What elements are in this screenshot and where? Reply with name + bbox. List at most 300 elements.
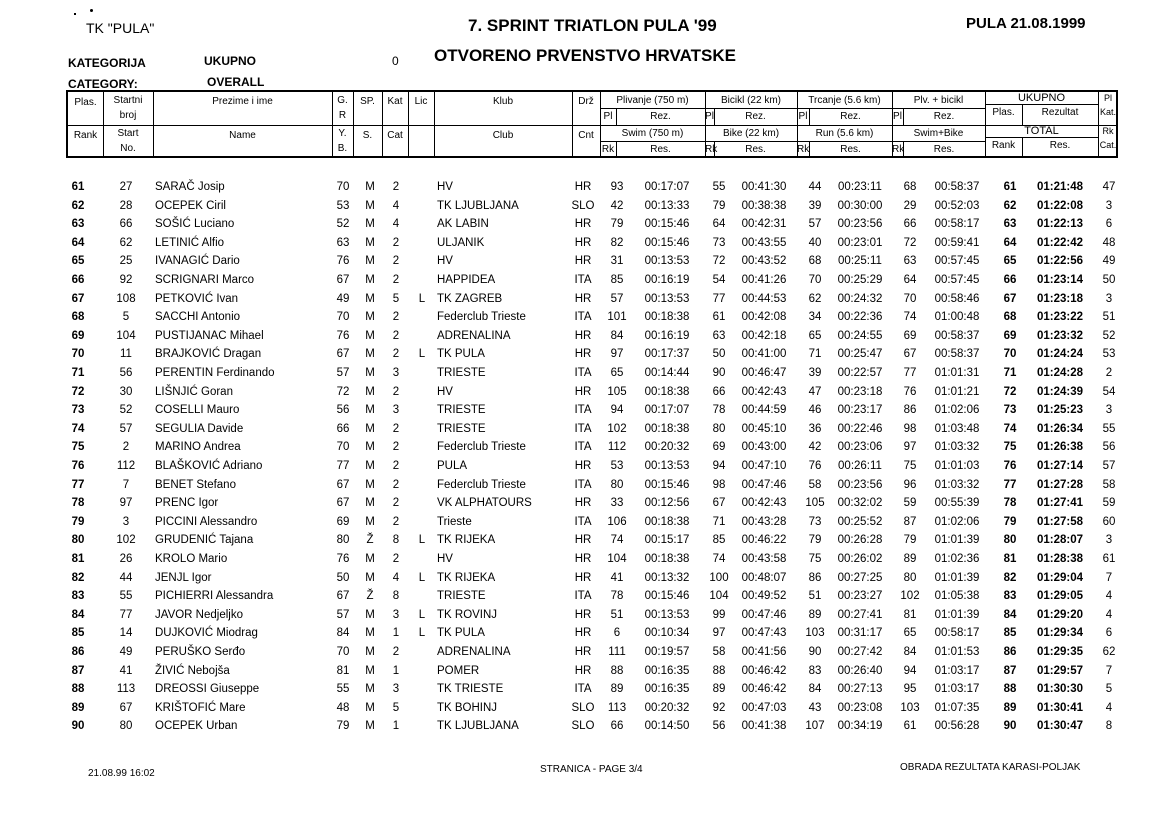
cell-tot-rk: 63 [1003,218,1017,231]
cell-cnt: SLO [571,199,595,212]
cell-plas: 82 [71,571,85,584]
cell-sb-rk: 98 [903,422,917,435]
cell-plas: 64 [71,236,85,249]
cell-plas: 78 [71,497,85,510]
cell-start: 104 [116,329,136,342]
cell-swim-res: 00:15:17 [644,534,690,547]
cell-sex: M [365,553,375,565]
col-bike-rk: Rk [705,144,718,155]
col-name-hr: Prezime i ime [212,96,273,107]
cell-tot-res: 01:27:41 [1036,497,1084,510]
cell-name: ŽIVIĆ Nebojša [155,664,230,677]
cell-sb-res: 01:03:32 [934,478,980,491]
cell-tot-rk: 81 [1003,553,1017,565]
cell-swim-rk: 41 [610,571,624,584]
table-row [0,200,1170,218]
cell-sb-rk: 70 [903,292,917,305]
cell-swim-rk: 80 [610,478,624,491]
cell-swim-res: 00:16:35 [644,683,690,696]
cell-bike-res: 00:42:18 [741,329,787,342]
cell-run-rk: 40 [808,236,822,249]
cell-run-res: 00:25:11 [838,255,882,268]
cell-lic: L [418,292,426,305]
cell-bike-res: 00:41:38 [741,720,787,733]
cell-run-rk: 39 [808,199,822,212]
cell-club: TK ROVINJ [437,608,498,621]
category-label-en: CATEGORY: [68,77,138,91]
cell-cat-rk: 4 [1105,590,1113,603]
col-rank: Rank [73,130,98,141]
table-row [0,293,1170,311]
cell-bike-rk: 100 [709,571,729,584]
cell-sex: M [365,701,375,714]
cell-tot-rk: 86 [1003,646,1017,658]
cell-kat: 2 [392,385,400,398]
cell-start: 2 [122,441,130,454]
cell-lic: L [418,608,426,621]
cell-bike-rk: 97 [712,627,726,640]
cell-club: HV [437,181,453,193]
cell-bike-res: 00:43:52 [741,255,787,268]
cell-run-rk: 84 [808,683,822,696]
cell-kat: 2 [392,329,400,342]
cell-swim-rk: 112 [607,441,627,454]
cell-cnt: ITA [574,590,592,603]
cell-yb: 69 [336,515,350,528]
cell-name: BRAJKOVIĆ Dragan [155,348,262,361]
cell-swim-rk: 101 [607,311,627,324]
col-plkat-1: Pl [1103,93,1112,103]
cell-name: PERENTIN Ferdinando [155,367,275,379]
cell-club: HV [437,385,453,398]
cell-bike-res: 00:49:52 [741,590,787,603]
cell-start: 41 [119,664,133,677]
col-start-en-1: Start [117,128,139,139]
cell-cnt: ITA [574,404,592,417]
col-total-plas: Plas. [992,107,1015,118]
cell-start: 77 [119,608,133,621]
cell-sex: M [365,199,375,212]
cell-plas: 83 [71,590,85,603]
cell-name: PICCINI Alessandro [155,515,258,528]
cell-sex: M [365,422,375,435]
cell-bike-res: 00:42:43 [741,497,787,510]
cell-cat-rk: 59 [1102,497,1116,510]
dot-mark [90,9,93,12]
col-klub: Klub [492,96,513,107]
cell-yb: 57 [336,367,350,379]
col-swim-pl: Pl [603,111,613,122]
cell-bike-res: 00:42:31 [741,218,787,231]
table-row [0,181,1170,199]
cell-club: TK RIJEKA [437,534,496,547]
cell-tot-rk: 89 [1003,701,1017,714]
cell-swim-res: 00:15:46 [644,218,690,231]
cell-cnt: HR [574,292,592,305]
cell-sex: M [365,515,375,528]
cell-tot-res: 01:22:42 [1036,236,1084,249]
cell-sb-res: 01:02:06 [934,404,980,417]
cell-plas: 69 [71,329,85,342]
cell-sb-res: 01:01:03 [934,460,980,472]
cell-run-res: 00:23:01 [837,236,883,249]
cell-yb: 76 [336,255,350,268]
table-row [0,683,1170,701]
cell-sex: M [365,441,375,454]
cell-name: DREOSSI Giuseppe [155,683,260,696]
cell-name: SARAČ Josip [155,181,225,193]
cell-yb: 70 [336,646,350,658]
cell-tot-res: 01:22:13 [1036,218,1084,231]
cell-cnt: HR [574,553,592,565]
cell-run-rk: 107 [805,720,825,733]
cell-sb-res: 00:59:41 [934,236,980,249]
col-total-rank: Rank [991,140,1016,151]
cell-sb-res: 00:52:03 [934,199,980,212]
cell-run-rk: 62 [808,292,822,305]
cell-start: 67 [119,701,133,714]
cell-name: KROLO Mario [155,553,228,565]
cell-bike-res: 00:48:07 [741,571,787,584]
cell-sex: M [365,329,375,342]
cell-tot-res: 01:24:28 [1036,367,1084,379]
cell-sex: M [365,255,375,268]
cell-swim-rk: 94 [610,404,624,417]
cell-run-rk: 44 [808,181,822,193]
cell-tot-rk: 61 [1003,181,1017,193]
col-sb-pl: Pl [893,111,902,122]
col-start-hr-1: Startni [113,95,143,106]
cell-name: BLAŠKOVIĆ Adriano [155,460,263,472]
cell-tot-res: 01:23:22 [1036,311,1084,324]
col-plas: Plas. [74,97,97,108]
cell-name: OCEPEK Urban [155,720,238,733]
cell-club: Trieste [437,515,472,528]
cell-cat-rk: 49 [1102,255,1116,268]
col-swim-res: Res. [650,144,671,155]
cell-sb-rk: 64 [903,274,917,286]
col-run-hr: Trcanje (5.6 km) [808,95,881,106]
cell-swim-rk: 42 [610,199,624,212]
cell-run-rk: 43 [808,701,822,714]
cell-sb-rk: 69 [903,329,917,342]
cell-sb-rk: 103 [900,701,920,714]
cell-tot-res: 01:22:56 [1036,255,1084,268]
cell-cnt: ITA [574,441,592,454]
cell-run-rk: 39 [808,367,822,379]
table-row [0,441,1170,459]
cell-swim-res: 00:18:38 [644,553,690,565]
cell-plas: 79 [71,515,85,528]
cell-name: MARINO Andrea [155,441,241,454]
cell-swim-res: 00:16:35 [644,664,690,677]
cell-swim-rk: 79 [610,218,624,231]
cell-yb: 81 [336,664,350,677]
cell-tot-rk: 80 [1003,534,1017,547]
cell-tot-res: 01:30:47 [1036,720,1084,733]
cell-bike-rk: 79 [712,199,726,212]
cell-sex: M [365,664,375,677]
cell-cat-rk: 6 [1105,218,1113,231]
cell-yb: 77 [336,460,350,472]
cell-club: ADRENALINA [437,646,511,658]
cell-bike-rk: 98 [712,478,726,491]
cell-cnt: HR [574,627,592,640]
cell-run-rk: 89 [808,608,822,621]
cell-run-rk: 105 [805,497,825,510]
cell-start: 14 [119,627,133,640]
cell-name: PICHIERRI Alessandra [155,590,274,603]
cell-run-rk: 76 [808,460,822,472]
cell-kat: 2 [392,441,400,454]
cell-sex: M [365,608,375,621]
cell-yb: 63 [336,236,350,249]
cell-cnt: HR [574,181,592,193]
cell-plas: 76 [71,460,85,472]
cell-plas: 61 [71,181,85,193]
credit: OBRADA REZULTATA KARASI-POLJAK [900,762,1081,773]
cell-plas: 90 [71,720,85,733]
cell-bike-rk: 104 [709,590,729,603]
col-swim-en: Swim (750 m) [621,128,684,139]
cell-sb-rk: 68 [903,181,917,193]
cell-swim-rk: 106 [607,515,627,528]
cell-start: 92 [119,274,133,286]
col-yb-1: Y. [338,128,347,139]
col-run-en: Run (5.6 km) [815,128,874,139]
cell-kat: 2 [392,553,400,565]
cell-swim-rk: 74 [610,534,624,547]
cell-yb: 53 [336,199,350,212]
cell-kat: 1 [392,720,400,733]
cell-run-rk: 51 [808,590,822,603]
col-bike-rez: Rez. [745,111,766,122]
cell-tot-res: 01:27:28 [1036,478,1084,491]
table-row [0,460,1170,478]
table-row [0,479,1170,497]
cell-bike-rk: 69 [712,441,726,454]
cell-swim-rk: 82 [610,236,624,249]
cell-tot-rk: 75 [1003,441,1017,454]
cell-cnt: HR [574,571,592,584]
cell-bike-res: 00:43:58 [741,553,787,565]
cell-tot-res: 01:22:08 [1036,199,1084,212]
cell-run-res: 00:26:40 [837,664,883,677]
cell-bike-rk: 73 [712,236,726,249]
cell-kat: 2 [392,348,400,361]
cell-lic: L [418,348,426,361]
cell-start: 3 [122,515,130,528]
cell-name: LIŠNJIĆ Goran [155,385,233,398]
table-row [0,218,1170,236]
cell-tot-res: 01:24:24 [1036,348,1084,361]
cell-tot-rk: 74 [1003,422,1017,435]
cell-bike-rk: 72 [712,255,726,268]
cell-bike-rk: 56 [712,720,726,733]
col-total-en: TOTAL [1024,125,1059,137]
cell-start: 57 [119,422,133,435]
cell-club: TK PULA [437,348,485,361]
cell-yb: 67 [336,348,350,361]
cell-cat-rk: 4 [1105,608,1113,621]
cell-club: TK BOHINJ [437,701,498,714]
cell-tot-rk: 73 [1003,404,1017,417]
cell-bike-rk: 94 [712,460,726,472]
cell-run-rk: 46 [808,404,822,417]
cell-cat-rk: 3 [1105,292,1113,305]
cell-yb: 48 [336,701,350,714]
cell-run-res: 00:26:11 [838,460,882,472]
col-name-en: Name [229,130,256,141]
cell-run-res: 00:23:27 [837,590,883,603]
cell-plas: 84 [71,608,85,621]
cell-bike-rk: 85 [712,534,726,547]
cell-tot-res: 01:28:07 [1036,534,1084,547]
cell-run-res: 00:23:18 [837,385,883,398]
cell-sb-res: 01:07:35 [934,701,980,714]
cell-sex: M [365,683,375,696]
cell-run-res: 00:22:36 [837,311,883,324]
cell-swim-res: 00:17:07 [644,404,690,417]
cell-yb: 67 [336,274,350,286]
cell-cat-rk: 48 [1102,236,1116,249]
col-rkcat-1: Rk [1102,126,1114,136]
cell-yb: 67 [336,590,350,603]
cell-sex: M [365,348,375,361]
cell-run-res: 00:24:55 [837,329,883,342]
cell-cnt: HR [574,255,592,268]
cell-club: TRIESTE [437,590,486,603]
cell-tot-res: 01:24:39 [1036,385,1084,398]
cell-run-rk: 68 [808,255,822,268]
table-row [0,702,1170,720]
cell-sb-rk: 72 [903,236,917,249]
cell-name: SCRIGNARI Marco [155,274,255,286]
cell-swim-rk: 89 [610,683,624,696]
cell-tot-res: 01:23:18 [1036,292,1084,305]
table-row [0,646,1170,664]
cell-start: 55 [119,590,133,603]
col-swimbike-en: Swim+Bike [913,128,964,139]
col-bike-res: Res. [745,144,766,155]
cell-name: IVANAGIĆ Dario [155,255,240,268]
cell-sb-res: 01:01:39 [934,571,980,584]
col-start-en-2: No. [120,143,136,154]
cell-tot-res: 01:29:05 [1036,590,1084,603]
cell-swim-res: 00:19:57 [644,646,690,658]
cell-bike-res: 00:41:00 [741,348,787,361]
cell-plas: 80 [71,534,85,547]
event-subtitle: OTVORENO PRVENSTVO HRVATSKE [434,46,736,65]
cell-sb-res: 01:01:31 [934,367,980,379]
cell-cat-rk: 55 [1102,422,1116,435]
cell-start: 52 [119,404,133,417]
cell-swim-res: 00:14:44 [644,367,690,379]
cell-swim-res: 00:18:38 [644,515,690,528]
cell-club: TK LJUBLJANA [437,199,519,212]
cell-tot-res: 01:29:20 [1036,608,1084,621]
cell-start: 30 [119,385,133,398]
cell-cnt: ITA [574,311,592,324]
col-sp: SP. [360,96,375,107]
cell-club: TRIESTE [437,367,486,379]
cell-name: PETKOVIĆ Ivan [155,292,239,305]
cell-sb-rk: 97 [903,441,917,454]
cell-kat: 2 [392,422,400,435]
cell-start: 97 [119,497,133,510]
cell-swim-rk: 104 [607,553,627,565]
cell-cnt: HR [574,329,592,342]
cell-swim-rk: 51 [610,608,624,621]
cell-swim-res: 00:15:46 [644,478,690,491]
cell-plas: 68 [71,311,85,324]
cell-run-rk: 103 [805,627,825,640]
cell-cat-rk: 3 [1105,199,1113,212]
cell-cat-rk: 7 [1105,571,1113,584]
cell-cat-rk: 2 [1105,367,1113,379]
cell-name: LETINIĆ Alfio [155,236,225,249]
cell-swim-rk: 57 [610,292,624,305]
col-sb-rk: Rk [892,144,905,155]
cell-tot-rk: 69 [1003,329,1017,342]
category-code: 0 [392,54,399,68]
cell-bike-rk: 92 [712,701,726,714]
cell-swim-res: 00:13:32 [644,571,690,584]
cell-tot-rk: 90 [1003,720,1017,733]
cell-bike-res: 00:41:30 [741,181,787,193]
cell-yb: 57 [336,608,350,621]
cell-sb-rk: 95 [903,683,917,696]
cell-run-res: 00:23:17 [837,404,883,417]
table-row [0,255,1170,273]
cell-swim-res: 00:20:32 [644,701,690,714]
cell-cnt: HR [574,664,592,677]
cell-bike-res: 00:41:26 [741,274,787,286]
cell-yb: 67 [336,497,350,510]
cell-plas: 88 [71,683,85,696]
cell-bike-res: 00:43:28 [741,515,787,528]
cell-tot-res: 01:25:23 [1036,404,1084,417]
cell-bike-rk: 64 [712,218,726,231]
cell-plas: 81 [71,553,85,565]
cell-bike-rk: 66 [712,385,726,398]
cell-name: JAVOR Nedjeljko [155,608,243,621]
cell-run-res: 00:22:57 [837,367,883,379]
cell-kat: 2 [392,274,400,286]
cell-sb-res: 00:55:39 [934,497,980,510]
cell-bike-res: 00:47:10 [741,460,787,472]
cell-swim-res: 00:13:53 [644,292,690,305]
cell-club: TRIESTE [437,422,486,435]
cell-bike-res: 00:44:53 [741,292,787,305]
cell-kat: 2 [392,460,400,472]
cell-sb-res: 01:03:32 [934,441,980,454]
cell-swim-rk: 97 [610,348,624,361]
cell-start: 108 [116,292,136,305]
table-row [0,665,1170,683]
table-row [0,311,1170,329]
cell-run-res: 00:31:17 [837,627,883,640]
cell-swim-rk: 31 [610,255,624,268]
cell-sb-res: 00:58:17 [934,627,980,640]
cell-run-rk: 58 [808,478,822,491]
cell-swim-res: 00:12:56 [644,497,690,510]
cell-bike-res: 00:43:55 [741,236,787,249]
cell-cat-rk: 3 [1105,534,1113,547]
cell-sb-res: 01:01:21 [934,385,980,398]
cell-bike-rk: 80 [712,422,726,435]
cell-run-res: 00:25:52 [837,515,883,528]
